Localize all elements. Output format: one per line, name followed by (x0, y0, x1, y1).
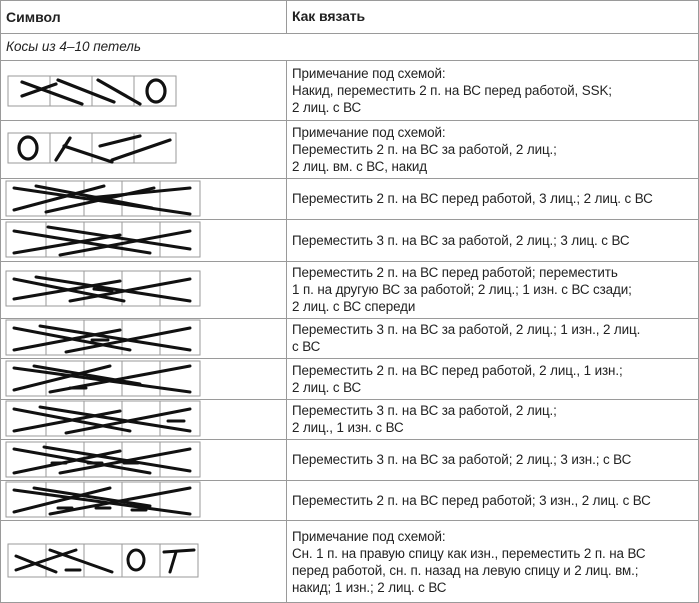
instruction-line: Переместить 3 п. на ВС за работой, 2 лиц.; 1 изн., 2 лиц. (292, 322, 641, 337)
table-row (0, 358, 699, 399)
instruction-line: Переместить 3 п. на ВС за работой, 2 лиц.; (292, 403, 557, 418)
instruction-line: Переместить 2 п. на ВС за работой, 2 лиц.; (292, 141, 557, 157)
how-to-knit-cell (286, 439, 699, 480)
instruction-line: Примечание под схемой: (292, 528, 446, 544)
how-to-knit-cell (286, 178, 699, 219)
cable-symbol-2 (0, 120, 286, 178)
table-row (0, 318, 699, 358)
how-to-knit-cell (286, 358, 699, 399)
symbol-cell (0, 318, 286, 358)
instruction-line: Примечание под схемой: (292, 65, 446, 81)
instruction-line: 2 лиц. с ВС (292, 379, 362, 395)
grid-line (0, 178, 699, 179)
table-header-row (0, 0, 699, 33)
how-to-knit-cell (286, 520, 699, 603)
how-to-knit-cell (286, 60, 699, 120)
cable-symbol-4 (0, 219, 286, 261)
cable-symbol-9 (0, 439, 286, 480)
grid-line (0, 60, 699, 61)
instruction-line: Примечание под схемой: (292, 124, 446, 140)
instruction-line: перед работой, сн. п. назад на левую спицу и 2 лиц. вм.; (292, 562, 639, 578)
cable-symbol-3 (0, 178, 286, 219)
instruction-line: 2 лиц. с ВС спереди (292, 299, 416, 314)
symbol-cell (0, 439, 286, 480)
cable-symbol-7 (0, 358, 286, 399)
instruction-line: Накид, переместить 2 п. на ВС перед работой, SSK; (292, 82, 612, 98)
instruction-line: 1 п. на другую ВС за работой; 2 лиц.; 1 изн. с ВС сзади; (292, 282, 632, 297)
table-row (0, 399, 699, 439)
table-row (0, 261, 699, 318)
instruction-line: Переместить 3 п. на ВС за работой, 2 лиц.; 3 лиц. с ВС (292, 232, 630, 248)
how-to-knit-cell (286, 219, 699, 261)
grid-line (0, 0, 699, 1)
grid-line (0, 33, 699, 34)
grid-line (286, 0, 287, 33)
instruction-line: Переместить 2 п. на ВС перед работой; 3 изн., 2 лиц. с ВС (292, 492, 651, 508)
grid-line (0, 480, 699, 481)
symbol-cell (0, 120, 286, 178)
grid-line (0, 261, 699, 262)
cable-symbol-5 (0, 261, 286, 318)
table-row (0, 60, 699, 120)
grid-line (0, 439, 699, 440)
grid-line (0, 358, 699, 359)
instruction-line: накид; 1 изн.; 2 лиц. с ВС (292, 579, 447, 595)
grid-line (0, 0, 1, 603)
section-row (0, 33, 699, 60)
how-to-knit-cell (286, 480, 699, 520)
symbol-cell (0, 399, 286, 439)
cable-symbol-11 (0, 520, 286, 603)
cable-symbol-10 (0, 480, 286, 520)
table-row (0, 219, 699, 261)
header-how-to-knit-label: Как вязать (292, 8, 366, 24)
instruction-line: Переместить 3 п. на ВС за работой; 2 лиц.; 3 изн.; с ВС (292, 452, 632, 467)
symbol-cell (0, 60, 286, 120)
cable-symbol-6 (0, 318, 286, 358)
grid-line (286, 60, 287, 603)
instruction-line: 2 лиц. вм. с ВС, накид (292, 158, 427, 174)
table-row (0, 120, 699, 178)
grid-line (0, 520, 699, 521)
cable-symbol-8 (0, 399, 286, 439)
symbol-cell (0, 261, 286, 318)
instruction-line: Сн. 1 п. на правую спицу как изн., переместить 2 п. на ВС (292, 545, 646, 561)
symbol-cell (0, 178, 286, 219)
grid-line (0, 120, 699, 121)
instruction-line: Переместить 2 п. на ВС перед работой, 3 лиц.; 2 лиц. с ВС (292, 191, 653, 206)
symbol-cell (0, 480, 286, 520)
symbol-cell (0, 219, 286, 261)
how-to-knit-cell (286, 261, 699, 318)
cable-symbol-1 (0, 60, 286, 120)
instruction-line: Переместить 2 п. на ВС перед работой; переместить (292, 265, 618, 280)
grid-line (0, 318, 699, 319)
how-to-knit-cell (286, 318, 699, 358)
instruction-line: 2 лиц., 1 изн. с ВС (292, 420, 404, 435)
table-row (0, 520, 699, 603)
symbol-cell (0, 358, 286, 399)
symbol-cell (0, 520, 286, 603)
how-to-knit-cell (286, 120, 699, 178)
table-row (0, 178, 699, 219)
header-symbol: Символ (6, 8, 61, 25)
grid-line (0, 219, 699, 220)
instruction-line: с ВС (292, 339, 321, 354)
section-title: Косы из 4–10 петель (6, 39, 142, 54)
instruction-line: 2 лиц. с ВС (292, 99, 362, 115)
header-how-to-knit (286, 0, 699, 33)
grid-line (0, 399, 699, 400)
instruction-line: Переместить 2 п. на ВС перед работой, 2 лиц., 1 изн.; (292, 362, 623, 378)
how-to-knit-cell (286, 399, 699, 439)
table-row (0, 439, 699, 480)
table-row (0, 480, 699, 520)
